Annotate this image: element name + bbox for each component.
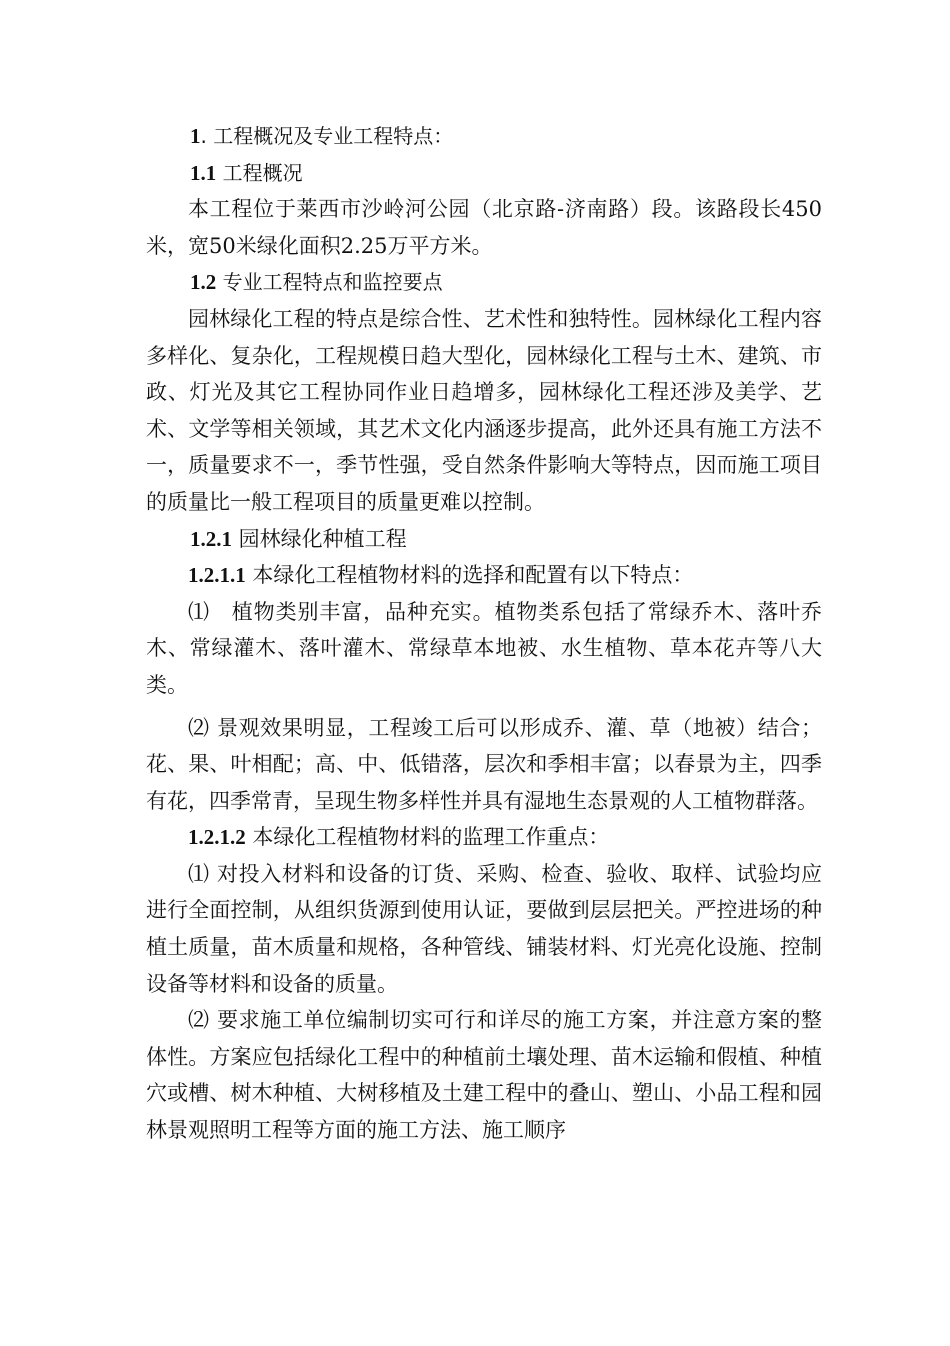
heading-1-title: . 工程概况及专业工程特点： [200, 124, 454, 148]
paragraph-1-2-1-1-number: 1.2.1.1 [188, 563, 246, 588]
paragraph-1-2-1-1-text: 本绿化工程植物材料的选择和配置有以下特点： [245, 563, 694, 588]
heading-1-2-1 [146, 521, 822, 558]
heading-1-2-number: 1.2 [190, 270, 217, 295]
heading-1-number: 1 [190, 124, 201, 148]
paragraph-1-2-1-2-text: 本绿化工程植物材料的监理工作重点： [245, 825, 610, 850]
list-item-landscape-effect: ⑵ 景观效果明显，工程竣工后可以形成乔、灌、草（地被）结合；花、果、叶相配；高、中、低错落，层次和季相丰富；以春景为主，四季有花，四季常青，呈现生物多样性并具有湿地生态景观的人工植物群落。 [146, 715, 822, 813]
paragraph-overview: 本工程位于莱西市沙岭河公园（北京路-济南路）段。该路段长450米，宽50米绿化面积2.25万平方米。 [146, 197, 822, 258]
heading-1-2 [146, 264, 822, 301]
heading-1-1-number: 1.1 [190, 160, 217, 185]
heading-1-2-1-title: 园林绿化种植工程 [232, 526, 407, 551]
heading-1-2-1-number: 1.2.1 [190, 526, 232, 551]
paragraph-1-2-1-1 [146, 557, 822, 594]
list-item-construction-plan: ⑵ 要求施工单位编制切实可行和详尽的施工方案，并注意方案的整体性。方案应包括绿化工程中的种植前土壤处理、苗木运输和假植、种植穴或槽、树木种植、大树移植及土建工程中的叠山、塑山、小品工程和园林景观照明工程等方面的施工方法、施工顺序 [146, 1008, 822, 1143]
paragraph-features: 园林绿化工程的特点是综合性、艺术性和独特性。园林绿化工程内容多样化、复杂化，工程规模日趋大型化，园林绿化工程与土木、建筑、市政、灯光及其它工程协同作业日趋增多，园林绿化工程还涉及美学、艺术、文学等相关领域，其艺术文化内涵逐步提高，此外还具有施工方法不一，质量要求不一，季节性强，受自然条件影响大等特点，因而施工项目的质量比一般工程项目的质量更难以控制。 [146, 306, 822, 514]
heading-1-1-title: 工程概况 [216, 160, 303, 185]
paragraph-1-2-1-2 [146, 819, 822, 856]
heading-1-2-title: 专业工程特点和监控要点 [216, 270, 443, 295]
document-body [146, 118, 822, 1149]
list-item-material-control: ⑴ 对投入材料和设备的订货、采购、检查、验收、取样、试验均应进行全面控制，从组织货源到使用认证，要做到层层把关。严控进场的种植土质量，苗木质量和规格，各种管线、铺装材料、灯光亮化设施、控制设备等材料和设备的质量。 [146, 861, 822, 996]
heading-1 [146, 118, 822, 155]
list-item-plant-variety: ⑴ 植物类别丰富，品种充实。植物类系包括了常绿乔木、落叶乔木、常绿灌木、落叶灌木、常绿草本地被、水生植物、草本花卉等八大类。 [146, 599, 822, 697]
paragraph-1-2-1-2-number: 1.2.1.2 [188, 825, 246, 850]
heading-1-1 [146, 155, 822, 192]
